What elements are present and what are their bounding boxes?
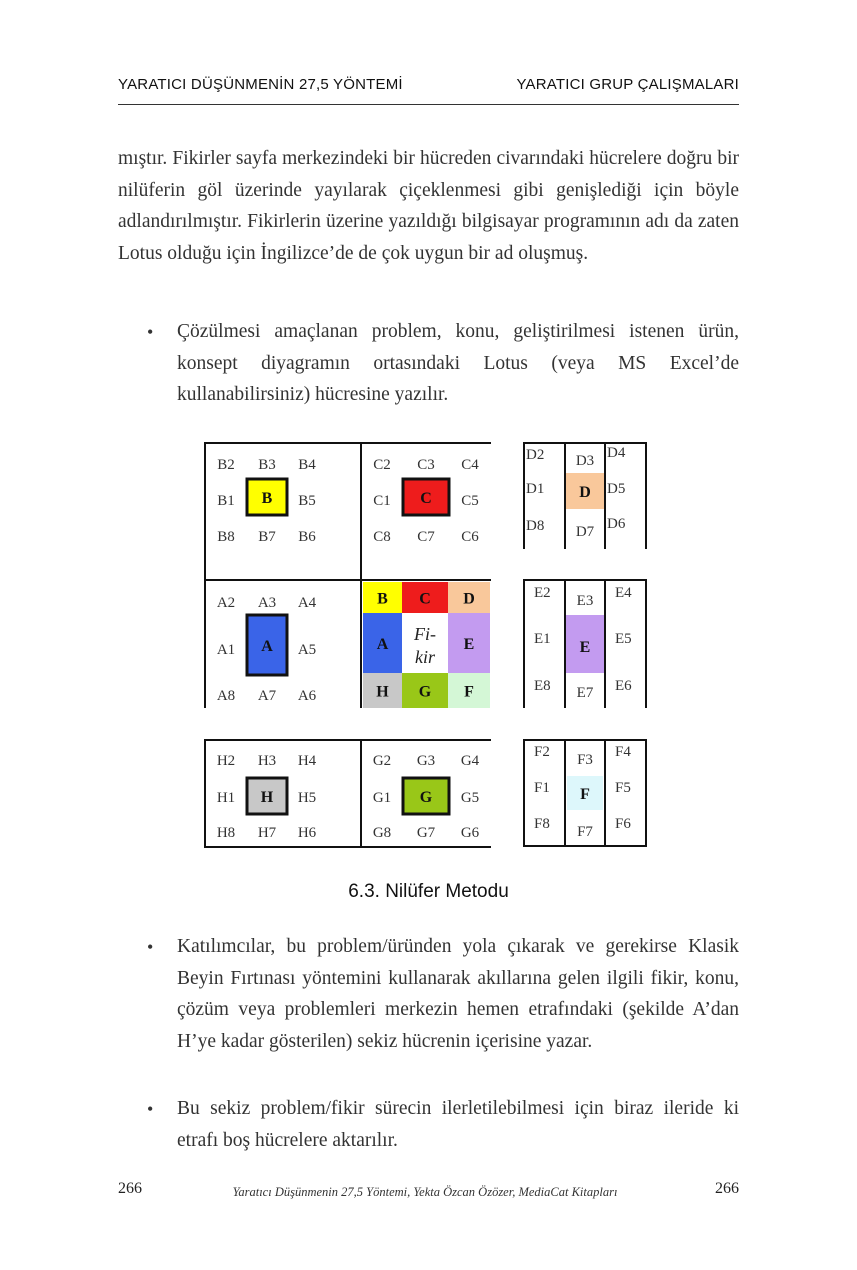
grid-label-C3: C3 <box>417 457 435 473</box>
grid-label-A8: A8 <box>216 688 236 704</box>
bullet-3-marker: • <box>147 1099 154 1119</box>
key-label-E: E <box>579 639 591 656</box>
grid-label-A6: A6 <box>297 688 317 704</box>
grid-label-E5: E5 <box>615 631 632 647</box>
grid-label-E7: E7 <box>576 685 594 701</box>
grid-label-B4: B4 <box>298 457 316 473</box>
figure-caption: 6.3. Nilüfer Metodu <box>348 881 509 902</box>
page-number-left: 266 <box>118 1180 142 1197</box>
grid-label-D6: D6 <box>607 516 626 532</box>
paragraph-intro: mıştır. Fikirler sayfa merkezindeki bir hücreden civarındaki hücrelere doğru bir nilüferin göl üzerinde yayılarak çiçeklenmesi gibi genişlediği için böyle adlandırılmıştır. Fikirlerin üzerine yazıldığı bilgisayar programının adı da zaten Lotus olduğu için İngilizce’de de çok uygun bir ad oluşmuş. <box>118 148 739 264</box>
grid-label-B6: B6 <box>298 529 316 545</box>
grid-label-D4: D4 <box>607 445 626 461</box>
grid-label-F6: F6 <box>615 816 631 832</box>
grid-label-H1: H1 <box>216 790 236 806</box>
grid-label-A2: A2 <box>216 595 236 611</box>
center-label-C: C <box>419 590 431 608</box>
center-label-F: F <box>464 683 474 701</box>
grid-label-C5: C5 <box>461 493 479 509</box>
center-label-H: H <box>376 683 389 701</box>
grid-label-C4: C4 <box>461 457 479 473</box>
grid-label-G8: G8 <box>372 825 392 841</box>
grid-label-F7: F7 <box>577 824 593 840</box>
bullet-2-marker: • <box>147 937 154 957</box>
grid-label-E3: E3 <box>576 593 594 609</box>
grid-label-C1: C1 <box>373 493 391 509</box>
grid-label-F4: F4 <box>615 744 631 760</box>
grid-label-C2: C2 <box>373 457 391 473</box>
grid-label-E1: E1 <box>534 631 551 647</box>
grid-label-D7: D7 <box>575 524 595 540</box>
key-label-A: A <box>261 638 273 655</box>
grid-label-D3: D3 <box>575 453 595 469</box>
grid-label-F3: F3 <box>577 752 593 768</box>
grid-label-H2: H2 <box>216 753 236 769</box>
center-label-G: G <box>418 683 432 701</box>
grid-label-H6: H6 <box>297 825 317 841</box>
running-header-right: YARATICI GRUP ÇALIŞMALARI <box>516 76 739 93</box>
grid-label-A5: A5 <box>297 642 317 658</box>
grid-label-D2: D2 <box>526 447 545 463</box>
grid-label-H4: H4 <box>297 753 317 769</box>
grid-label-E2: E2 <box>534 585 551 601</box>
bullet-3-text: Bu sekiz problem/fikir sürecin ilerletilebilmesi için biraz ileride ki etrafı boş hücrelere aktarılır. <box>177 1098 739 1151</box>
grid-label-B1: B1 <box>217 493 235 509</box>
grid-label-H7: H7 <box>257 825 277 841</box>
grid-label-G2: G2 <box>372 753 392 769</box>
key-label-C: C <box>420 490 432 507</box>
grid-label-D5: D5 <box>607 481 626 497</box>
center-label-B: B <box>377 590 388 608</box>
grid-label-B2: B2 <box>217 457 235 473</box>
grid-label-B7: B7 <box>258 529 276 545</box>
grid-label-A4: A4 <box>297 595 317 611</box>
grid-label-G7: G7 <box>416 825 436 841</box>
grid-label-D8: D8 <box>526 518 545 534</box>
grid-label-F1: F1 <box>534 780 550 796</box>
grid-label-D1: D1 <box>526 481 545 497</box>
grid-label-C7: C7 <box>417 529 435 545</box>
grid-label-E6: E6 <box>615 678 632 694</box>
grid-label-A3: A3 <box>257 595 277 611</box>
grid-label-C8: C8 <box>373 529 391 545</box>
key-label-H: H <box>260 789 274 806</box>
grid-label-F2: F2 <box>534 744 550 760</box>
grid-label-E8: E8 <box>534 678 551 694</box>
bullet-2-text: Katılımcılar, bu problem/üründen yola çıkarak ve gerekirse Klasik Beyin Fırtınası yöntemini kullanarak akıllarına gelen ilgili fikir, konu, çözüm veya problemleri merkezin hemen etrafındaki (şekilde A’dan H’ye kadar gösterilen) sekiz hücrenin içerisine yazar. <box>177 936 739 1052</box>
grid-label-F5: F5 <box>615 780 631 796</box>
bullet-1-text: Çözülmesi amaçlanan problem, konu, geliştirilmesi istenen ürün, konsept diyagramın ortasındaki Lotus (veya MS Excel’de kullanabilirsiniz) hücresine yazılır. <box>177 321 739 405</box>
center-label-E: E <box>463 636 475 653</box>
grid-label-C6: C6 <box>461 529 479 545</box>
grid-label-H8: H8 <box>216 825 236 841</box>
center-label-D: D <box>463 590 475 608</box>
grid-label-B8: B8 <box>217 529 235 545</box>
key-label-F: F <box>580 786 590 803</box>
grid-label-G1: G1 <box>372 790 392 806</box>
key-label-B: B <box>261 490 273 507</box>
grid-label-G3: G3 <box>416 753 436 769</box>
bullet-1-marker: • <box>147 322 154 342</box>
center-core-line1: Fi- <box>414 624 436 644</box>
key-label-G: G <box>419 789 433 806</box>
grid-label-G4: G4 <box>460 753 480 769</box>
grid-label-A1: A1 <box>216 642 236 658</box>
center-core-line2: kir <box>415 647 435 667</box>
grid-label-G6: G6 <box>460 825 480 841</box>
footer-title: Yaratıcı Düşünmenin 27,5 Yöntemi, Yekta Özcan Özözer, MediaCat Kitapları <box>232 1185 618 1199</box>
grid-label-G5: G5 <box>460 790 480 806</box>
grid-label-F8: F8 <box>534 816 550 832</box>
key-label-D: D <box>579 484 591 501</box>
page-number-right: 266 <box>715 1180 739 1197</box>
grid-label-E4: E4 <box>615 585 632 601</box>
grid-label-A7: A7 <box>257 688 277 704</box>
running-header-left: YARATICI DÜŞÜNMENİN 27,5 YÖNTEMİ <box>118 76 403 93</box>
grid-label-H5: H5 <box>297 790 317 806</box>
grid-label-H3: H3 <box>257 753 277 769</box>
grid-label-B3: B3 <box>258 457 276 473</box>
grid-label-B5: B5 <box>298 493 316 509</box>
center-label-A: A <box>376 636 389 653</box>
